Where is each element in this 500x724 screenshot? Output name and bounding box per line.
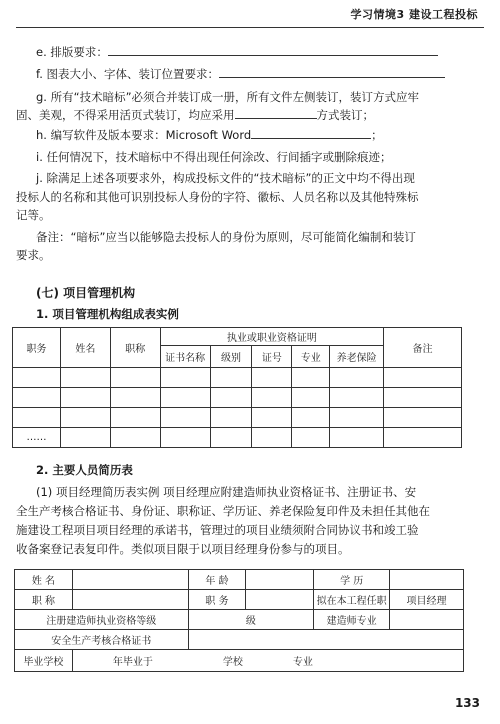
header-title: 职称 <box>110 328 160 368</box>
req-j-line2: 投标人的名称和其他可识别投标人身份的字符、徽标、人员名称以及其他特殊标 <box>16 190 419 204</box>
blank-line <box>108 44 438 56</box>
value-project-manager: 项目经理 <box>390 590 464 610</box>
section-title: (七) 项目管理机构 <box>36 286 136 300</box>
label-major: 专业 <box>292 657 313 668</box>
header-remark: 备注 <box>384 328 462 368</box>
label-level: 级 <box>188 610 314 630</box>
label-proposed-role: 拟在本工程任职 <box>314 590 390 610</box>
req-e: e. 排版要求： <box>36 44 438 60</box>
resume-para-line2: 全生产考核合格证书、身份证、职称证、学历证、养老保险复印件及未担任其他在 <box>16 504 430 518</box>
table-row <box>13 388 462 408</box>
label-title: 职 称 <box>15 590 73 610</box>
blank-line <box>219 66 445 78</box>
label-builder-major: 建造师专业 <box>314 610 390 630</box>
resume-para-line1: (1) 项目经理简历表实例 项目经理应附建造师执业资格证书、注册证书、安 <box>36 485 417 499</box>
header-cert-no: 证号 <box>252 346 292 368</box>
subsection-2-title: 2. 主要人员简历表 <box>36 463 133 477</box>
label-name: 姓 名 <box>15 570 73 590</box>
label-grad-school: 毕业学校 <box>15 650 73 672</box>
blank-line <box>251 127 371 139</box>
req-h: h. 编写软件及版本要求：Microsoft Word ； <box>36 128 383 142</box>
table-row <box>13 428 462 448</box>
header-cert-name: 证书名称 <box>160 346 210 368</box>
label-age: 年 龄 <box>188 570 246 590</box>
note-line1: 备注：“暗标”应当以能够隐去投标人的身份为原则，尽可能简化编制和装订 <box>36 230 416 244</box>
req-g-line2: 固、美观，不得采用活页式装订，均应采用 方式装订； <box>16 108 374 122</box>
header-cert-group: 执业或职业资格证明 <box>160 328 383 346</box>
table-row <box>13 408 462 428</box>
pm-resume-table <box>14 569 464 672</box>
req-j-line3: 记等。 <box>16 208 51 222</box>
header-pension: 养老保险 <box>330 346 384 368</box>
label-edu: 学 历 <box>314 570 390 590</box>
page-number: 133 <box>454 696 480 710</box>
label-school: 学校 <box>222 657 243 668</box>
header-name: 姓名 <box>60 328 110 368</box>
note-line2: 要求。 <box>16 248 51 262</box>
header-level: 级别 <box>210 346 252 368</box>
resume-para-line4: 收备案登记表复印件。类似项目限于以项目经理身份参与的项目。 <box>16 542 350 556</box>
subsection-1-title: 1. 项目管理机构组成表实例 <box>36 307 179 321</box>
project-org-table <box>12 327 462 448</box>
header-major: 专业 <box>292 346 330 368</box>
label-safety-cert: 安全生产考核合格证书 <box>15 630 189 650</box>
running-header: 学习情境3 建设工程投标 <box>350 8 478 21</box>
req-f: f. 图表大小、字体、装订位置要求： <box>36 66 445 82</box>
label-duty: 职 务 <box>188 590 246 610</box>
table-row <box>13 368 462 388</box>
req-g-line1: g. 所有“技术暗标”必须合并装订成一册，所有文件左侧装订，装订方式应牢 <box>36 90 420 104</box>
header-role: 职务 <box>13 328 61 368</box>
blank-line <box>235 107 317 119</box>
label-reg-level: 注册建造师执业资格等级 <box>15 610 189 630</box>
label-grad-year: 年毕业于 <box>112 657 153 668</box>
resume-para-line3: 施建设工程项目项目经理的承诺书，管理过的项目业绩须附合同协议书和竣工验 <box>16 523 419 537</box>
header-rule <box>16 27 484 28</box>
req-j-line1: j. 除满足上述各项要求外，构成投标文件的“技术暗标”的正文中均不得出现 <box>36 171 415 185</box>
req-i: i. 任何情况下，技术暗标中不得出现任何涂改、行间插字或删除痕迹； <box>36 150 392 164</box>
ellipsis-cell: …… <box>13 428 61 448</box>
